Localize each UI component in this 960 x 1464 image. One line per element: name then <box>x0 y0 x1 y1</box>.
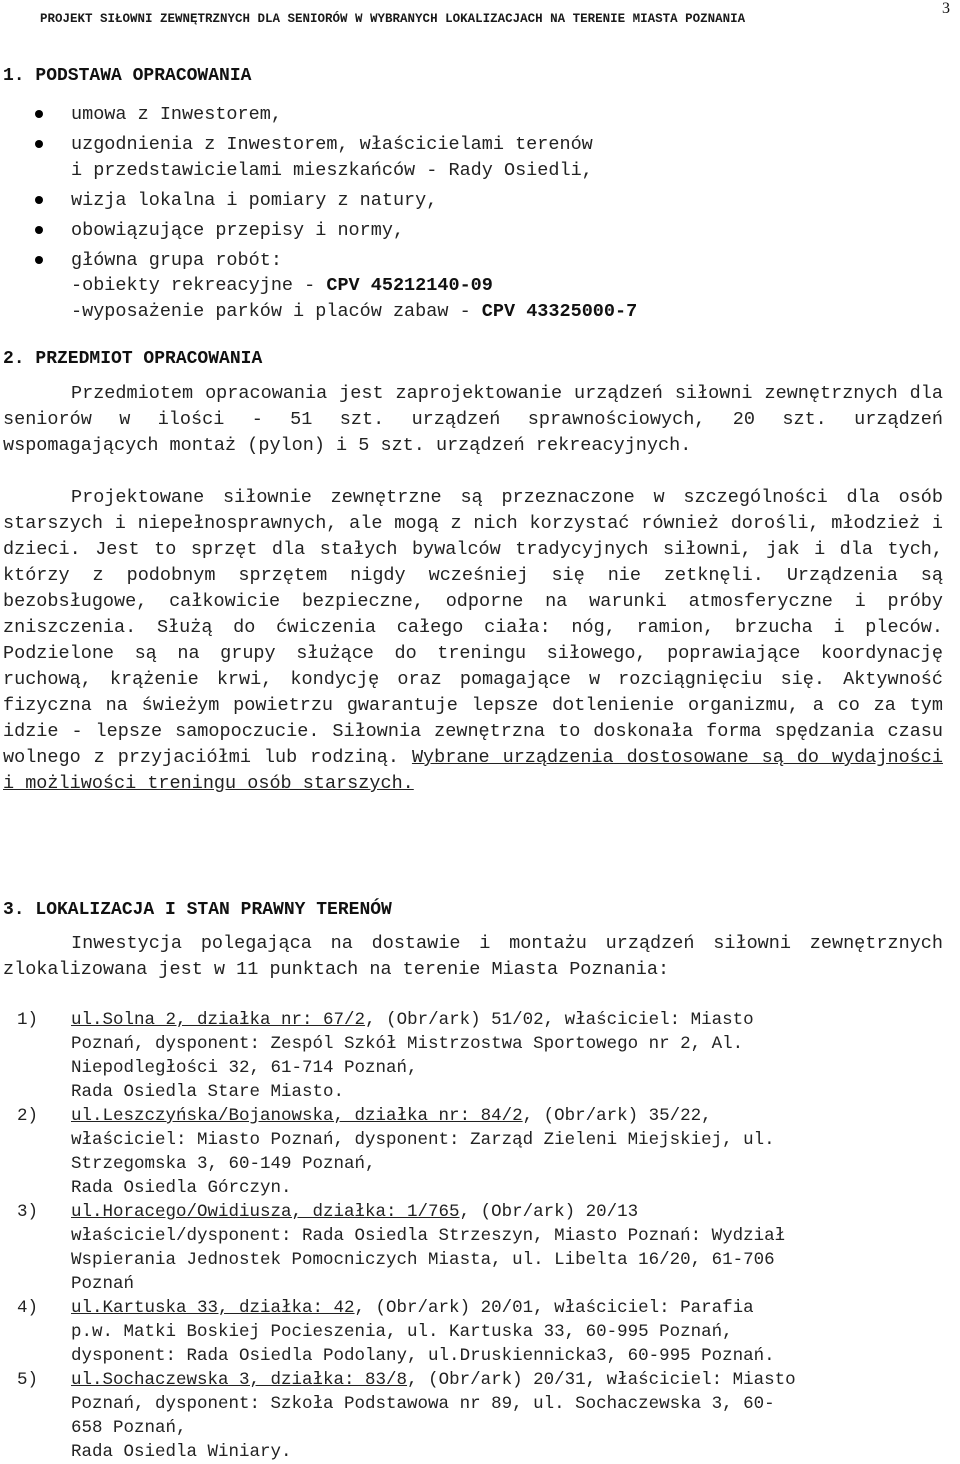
list-number: 3) <box>17 1202 39 1222</box>
bullet-icon <box>35 140 43 148</box>
location-line: Poznań <box>71 1274 135 1294</box>
location-line: Rada Osiedla Stare Miasto. <box>71 1082 345 1102</box>
paragraph-text: Projektowane siłownie zewnętrzne są przeznaczone w szczególności dla osób starszych i niepełnosprawnych, ale mogą z nich korzystać również dorośli, młodzież i dzieci. Jest to sprzęt dla stałych bywalców tradycyjnych siłowni, jak i dla tych, którzy z podobnym sprzętem nigdy wcześniej się nie zetknęli. Urządzenia są bezobsługowe, całkowicie bezpieczne, odporne na warunki atmosferyczne i próby zniszczenia. Służą do ćwiczenia całego ciała: nóg, ramion, brzucha i pleców. Podzielone są na grupy służące do treningu siłowego, poprawiające koordynację ruchową, krążenie krwi, kondycję oraz pomagające w rozciągnięciu się. Aktywność fizyczna na świeżym powietrzu gwarantuje lepsze dotlenienie organizmu, a co za tym idzie - lepsze samopoczucie. Siłownia zewnętrzna to doskonała forma spędzania czasu wolnego z przyjaciółmi lub rodziną. <box>3 487 943 768</box>
location-line: Strzegomska 3, 60-149 Poznań, <box>71 1154 376 1174</box>
bullet-item: obowiązujące przepisy i normy, <box>71 220 405 241</box>
location-first-line <box>71 1368 796 1392</box>
location-details: , (Obr/ark) 20/01, właściciel: Parafia <box>354 1298 754 1318</box>
page-number: 3 <box>942 0 950 17</box>
location-item <box>71 1200 785 1296</box>
list-number: 4) <box>17 1298 39 1318</box>
list-number: 1) <box>17 1010 39 1030</box>
location-details: , (Obr/ark) 20/31, właściciel: Miasto <box>407 1370 796 1390</box>
location-item <box>71 1008 754 1104</box>
bullet-item: uzgodnienia z Inwestorem, właścicielami terenów <box>71 134 593 155</box>
location-address: ul.Leszczyńska/Bojanowska, działka nr: 84/2 <box>71 1106 523 1126</box>
section-heading-3: 3. LOKALIZACJA I STAN PRAWNY TERENÓW <box>3 900 392 920</box>
cpv-code: CPV 43325000-7 <box>481 301 638 322</box>
bullet-item: umowa z Inwestorem, <box>71 104 282 125</box>
cpv-line-1 <box>71 275 493 296</box>
location-first-line <box>71 1008 754 1032</box>
location-item <box>71 1104 775 1200</box>
location-line: właściciel: Miasto Poznań, dysponent: Zarząd Zieleni Miejskiej, ul. <box>71 1130 775 1150</box>
location-address: ul.Solna 2, działka nr: 67/2 <box>71 1010 366 1030</box>
cpv-code: CPV 45212140-09 <box>326 275 493 296</box>
location-line: p.w. Matki Boskiej Pocieszenia, ul. Kartuska 33, 60-995 Poznań, <box>71 1322 733 1342</box>
location-line: 658 Poznań, <box>71 1418 187 1438</box>
bullet-item: wizja lokalna i pomiary z natury, <box>71 190 438 211</box>
cpv-label: -wyposażenie parków i placów zabaw - <box>71 301 482 322</box>
cpv-line-2 <box>71 301 637 322</box>
bullet-icon <box>35 226 43 234</box>
paragraph-underlined-text: Wybrane urządzenia dostosowane są do wydajności i możliwości treningu osób starszych. <box>3 747 943 794</box>
location-details: , (Obr/ark) 51/02, właściciel: Miasto <box>365 1010 754 1030</box>
section-heading-1: 1. PODSTAWA OPRACOWANIA <box>3 66 252 86</box>
location-line: właściciel/dysponent: Rada Osiedla Strzeszyn, Miasto Poznań: Wydział <box>71 1226 786 1246</box>
location-address: ul.Kartuska 33, działka: 42 <box>71 1298 355 1318</box>
location-first-line <box>71 1296 775 1320</box>
bullet-icon <box>35 196 43 204</box>
location-line: Wspierania Jednostek Pomocniczych Miasta, ul. Libelta 16/20, 61-706 <box>71 1250 775 1270</box>
paragraph: Inwestycja polegająca na dostawie i montażu urządzeń siłowni zewnętrznych zlokalizowana jest w 11 punktach na terenie Miasta Poznania: <box>3 933 943 980</box>
location-line: Rada Osiedla Górczyn. <box>71 1178 292 1198</box>
location-address: ul.Sochaczewska 3, działka: 83/8 <box>71 1370 408 1390</box>
list-number: 5) <box>17 1370 39 1390</box>
location-line: Poznań, dysponent: Zespól Szkół Mistrzostwa Sportowego nr 2, Al. <box>71 1034 744 1054</box>
location-address: ul.Horacego/Owidiusza, działka: 1/765 <box>71 1202 460 1222</box>
cpv-label: -obiekty rekreacyjne - <box>71 275 327 296</box>
paragraph: Przedmiotem opracowania jest zaprojektowanie urządzeń siłowni zewnętrznych dla seniorów w ilości - 51 szt. urządzeń sprawnościowych, 20 szt. urządzeń wspomagających montaż (pylon) i 5 szt. urządzeń rekreacyjnych. <box>3 383 943 456</box>
section-heading-2: 2. PRZEDMIOT OPRACOWANIA <box>3 349 263 369</box>
bullet-icon <box>35 256 43 264</box>
paragraph <box>3 485 943 797</box>
location-line: Poznań, dysponent: Szkoła Podstawowa nr 89, ul. Sochaczewska 3, 60- <box>71 1394 775 1414</box>
running-header: PROJEKT SIŁOWNI ZEWNĘTRZNYCH DLA SENIORÓW W WYBRANYCH LOKALIZACJACH NA TERENIE MIASTA POZNANIA <box>40 12 746 26</box>
list-number: 2) <box>17 1106 39 1126</box>
location-item <box>71 1368 796 1464</box>
bullet-icon <box>35 110 43 118</box>
location-details: , (Obr/ark) 35/22, <box>522 1106 712 1126</box>
bullet-item: główna grupa robót: <box>71 250 282 271</box>
location-first-line <box>71 1200 785 1224</box>
location-details: , (Obr/ark) 20/13 <box>459 1202 639 1222</box>
location-line: Niepodległości 32, 61-714 Poznań, <box>71 1058 418 1078</box>
bullet-item-continuation: i przedstawicielami mieszkańców - Rady Osiedli, <box>71 160 593 181</box>
location-item <box>71 1296 775 1368</box>
location-line: dysponent: Rada Osiedla Podolany, ul.Druskiennicka3, 60-995 Poznań. <box>71 1346 775 1366</box>
location-line: Rada Osiedla Winiary. <box>71 1442 292 1462</box>
location-first-line <box>71 1104 775 1128</box>
